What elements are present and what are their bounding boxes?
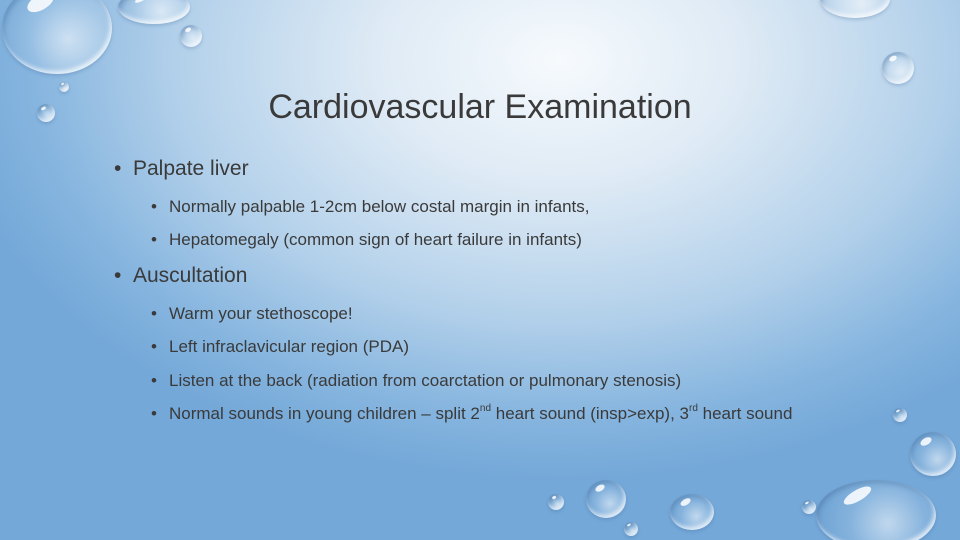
bullet-marker: • xyxy=(151,371,157,390)
sub-bullet-text: Left infraclavicular region (PDA) xyxy=(169,337,409,356)
bullet-text: Auscultation xyxy=(133,264,248,287)
sub-bullet-text-part: heart sound xyxy=(697,404,793,423)
sub-bullet-text: Warm your stethoscope! xyxy=(169,304,353,323)
sub-bullet-point xyxy=(151,371,681,391)
water-drop-decoration xyxy=(624,522,638,536)
sub-bullet-point xyxy=(151,230,582,250)
bullet-marker: • xyxy=(151,404,157,423)
water-drop-decoration xyxy=(820,0,890,18)
bullet-marker: • xyxy=(151,197,157,216)
superscript: nd xyxy=(479,403,492,414)
sub-bullet-point xyxy=(151,337,409,357)
sub-bullet-text: Hepatomegaly (common sign of heart failure in infants) xyxy=(169,230,582,249)
water-drop-decoration xyxy=(670,494,714,530)
slide-title: Cardiovascular Examination xyxy=(268,88,692,126)
water-drop-decoration xyxy=(882,52,914,84)
bullet-point xyxy=(114,264,247,288)
bullet-marker: • xyxy=(114,264,122,287)
superscript: rd xyxy=(689,403,698,414)
sub-bullet-point xyxy=(151,404,792,424)
sub-bullet-text: Listen at the back (radiation from coarctation or pulmonary stenosis) xyxy=(169,371,682,390)
sub-bullet-point xyxy=(151,197,589,217)
bullet-marker: • xyxy=(151,337,157,356)
water-drop-decoration xyxy=(548,494,564,510)
sub-bullet-text: Normally palpable 1-2cm below costal margin in infants, xyxy=(169,197,590,216)
sub-bullet-text-part: heart sound (insp>exp), 3 xyxy=(491,404,689,423)
water-drop-decoration xyxy=(586,480,626,518)
water-drop-decoration xyxy=(118,0,190,24)
bullet-marker: • xyxy=(114,157,122,180)
bullet-marker: • xyxy=(151,230,157,249)
sub-bullet-text-part: Normal sounds in young children – split 2 xyxy=(169,404,480,423)
water-drop-decoration xyxy=(180,25,202,47)
water-drop-decoration xyxy=(893,408,907,422)
water-drop-decoration xyxy=(802,500,816,514)
bullet-marker: • xyxy=(151,304,157,323)
bullet-point xyxy=(114,157,249,181)
water-drop-decoration xyxy=(2,0,112,74)
bullet-text: Palpate liver xyxy=(133,157,249,180)
water-drop-decoration xyxy=(816,480,936,540)
sub-bullet-point xyxy=(151,304,353,324)
water-drop-decoration xyxy=(910,432,956,476)
